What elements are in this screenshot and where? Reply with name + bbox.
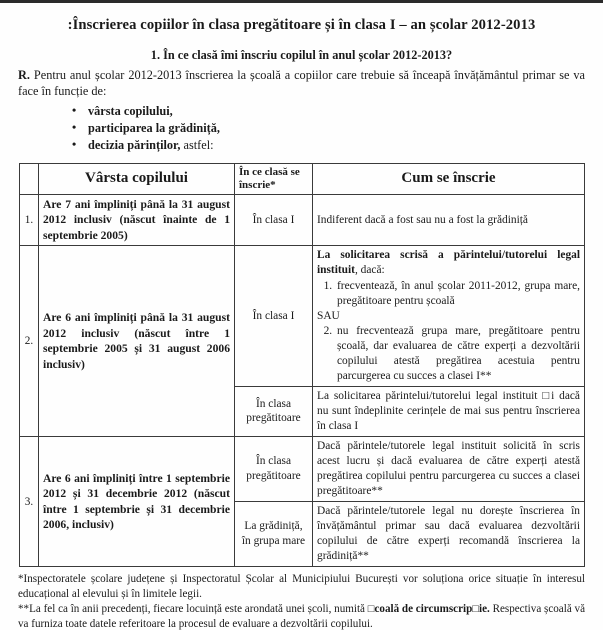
- column-header-age: Vârsta copilului: [39, 163, 235, 194]
- column-header-number: [20, 163, 39, 194]
- list-item: [88, 137, 585, 154]
- list-item: [88, 120, 585, 137]
- row-how: [313, 502, 585, 567]
- row-class: În clasa pregătitoare: [235, 437, 313, 502]
- factor-suffix: astfel:: [180, 138, 214, 153]
- column-header-class: În ce clasă se înscrie*: [235, 163, 313, 194]
- how-lead-regular: Dacă părintele/tutorele legal instituit solicită în scris acest lucru și dacă evaluarea de către experți atestă pregătirea copilului pentru parcurgerea cu succes a clasei pregătitoare**: [317, 440, 580, 498]
- table-row: [20, 437, 585, 502]
- row-how: [313, 246, 585, 386]
- table-row: [20, 194, 585, 246]
- question-heading: 1. În ce clasă îmi înscriu copilul în anul școlar 2012-2013?: [150, 47, 453, 62]
- how-lead-regular: La solicitarea părintelui/tutorelui legal instituit □i dacă nu sunt îndeplinite cerințele de mai sus pentru înscrierea în clasa I: [317, 389, 580, 432]
- how-lead: [317, 504, 580, 564]
- how-lead: [317, 389, 580, 434]
- table-header-row: [20, 163, 585, 194]
- list-item: [88, 103, 585, 120]
- row-number: 1.: [20, 194, 39, 246]
- document-body: [0, 17, 603, 631]
- page-title: :Înscrierea copiilor în clasa pregătitoare și în clasa I – an școlar 2012-2013: [67, 17, 536, 33]
- column-header-how: Cum se înscrie: [313, 163, 585, 194]
- row-number: 3.: [20, 437, 39, 567]
- row-class: În clasa I: [235, 246, 313, 386]
- how-lead-regular: Indiferent dacă a fost sau nu a fost la grădiniță: [317, 213, 528, 226]
- how-lead: [317, 439, 580, 499]
- answer-paragraph: [18, 67, 585, 100]
- footnote-two-part2: Respectiva școală vă va furniza toate datele referitoare la procesul de evaluare a dezvoltării copilului.: [18, 603, 585, 630]
- row-age: Are 6 ani împliniți până la 31 august 2012 inclusiv (născut între 1 septembrie 2005 și 31 august 2006 inclusiv): [39, 246, 235, 437]
- how-lead: [317, 213, 580, 228]
- row-class: În clasa pregătitoare: [235, 386, 313, 436]
- row-class: La grădiniță, în grupa mare: [235, 502, 313, 567]
- footnote-one: *Inspectoratele școlare județene și Inspectoratul Școlar al Municipiului București vor soluționa orice situație în interesul educațional al elevului și în limitele legii.: [18, 573, 585, 600]
- how-sau: SAU: [317, 309, 340, 322]
- row-class: În clasa I: [235, 194, 313, 246]
- how-lead-regular: , dacă:: [354, 264, 385, 277]
- row-how: [313, 386, 585, 436]
- list-item: 1. frecventează, în anul școlar 2011-2012, grupa mare, pregătitoare pentru școală: [335, 279, 580, 309]
- row-age: Are 7 ani împliniți până la 31 august 2012 inclusiv (născut înainte de 1 septembrie 2005): [39, 194, 235, 246]
- how-list-first: [317, 279, 580, 309]
- footnote-two-part1: **La fel ca în anii precedenți, fiecare locuință este arondată unei școli, numită: [18, 603, 368, 616]
- row-number: 2.: [20, 246, 39, 437]
- how-lead-bold: La solicitarea scrisă a părintelui/tutorelui legal instituit: [317, 249, 580, 277]
- answer-text: Pentru anul școlar 2012-2013 înscrierea la școală a copiilor care trebuie să înceapă învățământul primar se va face în funcție de:: [18, 67, 585, 99]
- answer-prefix: R.: [18, 67, 30, 82]
- footnote-two: [18, 602, 585, 631]
- footnotes: [18, 572, 585, 631]
- row-how: [313, 437, 585, 502]
- factor-label: participarea la grădiniță,: [88, 121, 220, 135]
- how-lead: [317, 248, 580, 278]
- list-item: 2. nu frecventează grupa mare, pregătitoare pentru școală, dar evaluarea de către experți a dezvoltării copilului atestă pregătirea acestuia pentru parcurgerea cu succes a clasei I**: [335, 324, 580, 384]
- how-list-second: [317, 324, 580, 384]
- enrollment-table: [19, 163, 585, 567]
- footnote-two-bold: □coală de circumscrip□ie.: [367, 603, 490, 616]
- how-lead-regular: Dacă părintele/tutorele legal nu dorește înscrierea în învățământul primar sau dacă evaluarea dezvoltării copilului de către experți recomandă înscrierea la grădiniță**: [317, 505, 580, 563]
- row-age: Are 6 ani împliniți între 1 septembrie 2012 și 31 decembrie 2012 (născut între 1 septembrie și 31 decembrie 2006, inclusiv): [39, 437, 235, 567]
- table-row: [20, 246, 585, 386]
- factors-list: [18, 103, 585, 155]
- row-how: [313, 194, 585, 246]
- factor-label: vârsta copilului,: [88, 103, 173, 118]
- factor-label: decizia părinților,: [88, 138, 181, 153]
